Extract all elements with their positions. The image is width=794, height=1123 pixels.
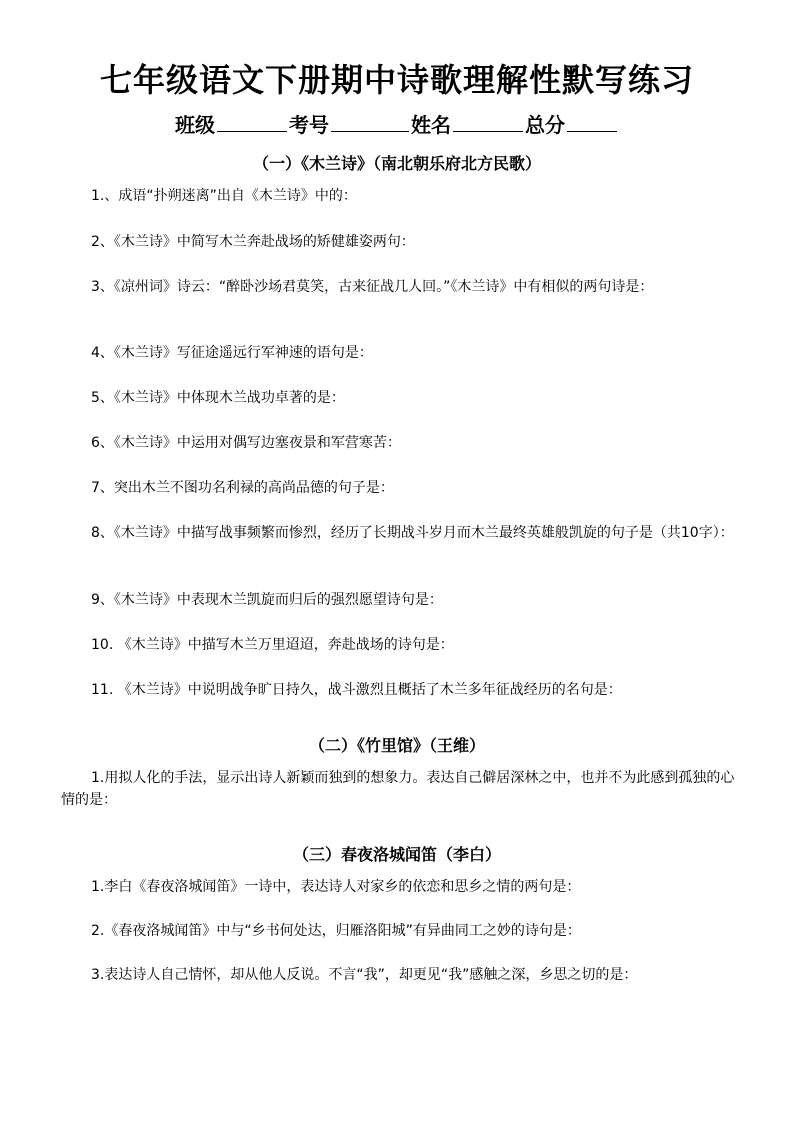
question-item: 4、《木兰诗》写征途遥远行军神速的语句是：: [91, 345, 373, 361]
question-item: 11. 《木兰诗》中说明战争旷日持久，战斗激烈且概括了木兰多年征战经历的名句是：: [91, 682, 622, 698]
student-info-line: [0, 110, 794, 140]
question-item: 1.、成语“扑朔迷离”出自《木兰诗》中的：: [91, 188, 357, 204]
section-heading-mulan: （一）《木兰诗》（南北朝乐府北方民歌）: [252, 154, 541, 173]
question-item: 2、《木兰诗》中简写木兰奔赴战场的矫健雄姿两句：: [91, 234, 415, 250]
class-label: 班级: [175, 113, 215, 137]
exam-no-blank: [331, 111, 409, 132]
section-heading-zhuliguan: （二）《竹里馆》（王维）: [308, 736, 485, 755]
question-item: 1.用拟人化的手法，显示出诗人新颖而独到的想象力。表达自己僻居深林之中，也并不为此感到孤独的心情的是：: [61, 770, 735, 808]
question-item: 1.李白《春夜洛城闻笛》一诗中，表达诗人对家乡的依恋和思乡之情的两句是：: [91, 879, 581, 895]
question-item: 6、《木兰诗》中运用对偶写边塞夜景和军营寒苦：: [91, 435, 401, 451]
question-item: 3.表达诗人自己情怀，却从他人反说。不言“我”，却更见“我”感触之深，乡思之切的是：: [91, 967, 638, 983]
question-item: 7、突出木兰不图功名利禄的高尚品德的句子是：: [91, 480, 394, 496]
question-item: 5、《木兰诗》中体现木兰战功卓著的是：: [91, 390, 345, 406]
question-item: 3、《凉州词》诗云：“醉卧沙场君莫笑，古来征战几人回。”《木兰诗》中有相似的两句诗是：: [91, 279, 654, 295]
question-item: 10. 《木兰诗》中描写木兰万里迢迢，奔赴战场的诗句是：: [91, 637, 454, 653]
question-item: 2.《春夜洛城闻笛》中与“乡书何处达，归雁洛阳城”有异曲同工之妙的诗句是：: [91, 923, 581, 939]
class-blank: [217, 111, 287, 132]
exam-no-label: 考号: [289, 113, 329, 137]
question-item: 9、《木兰诗》中表现木兰凯旋而归后的强烈愿望诗句是：: [91, 592, 443, 608]
section-heading-chunye: （三）春夜洛城闻笛（李白）: [292, 845, 501, 864]
worksheet-title: 七年级语文下册期中诗歌理解性默写练习: [99, 61, 694, 99]
total-label: 总分: [525, 113, 565, 137]
total-blank: [567, 111, 617, 132]
name-label: 姓名: [411, 113, 451, 137]
name-blank: [453, 111, 523, 132]
question-item: 8、《木兰诗》中描写战事频繁而惨烈，经历了长期战斗岁月而木兰最终英雄般凯旋的句子是（共10字）：: [91, 525, 734, 541]
